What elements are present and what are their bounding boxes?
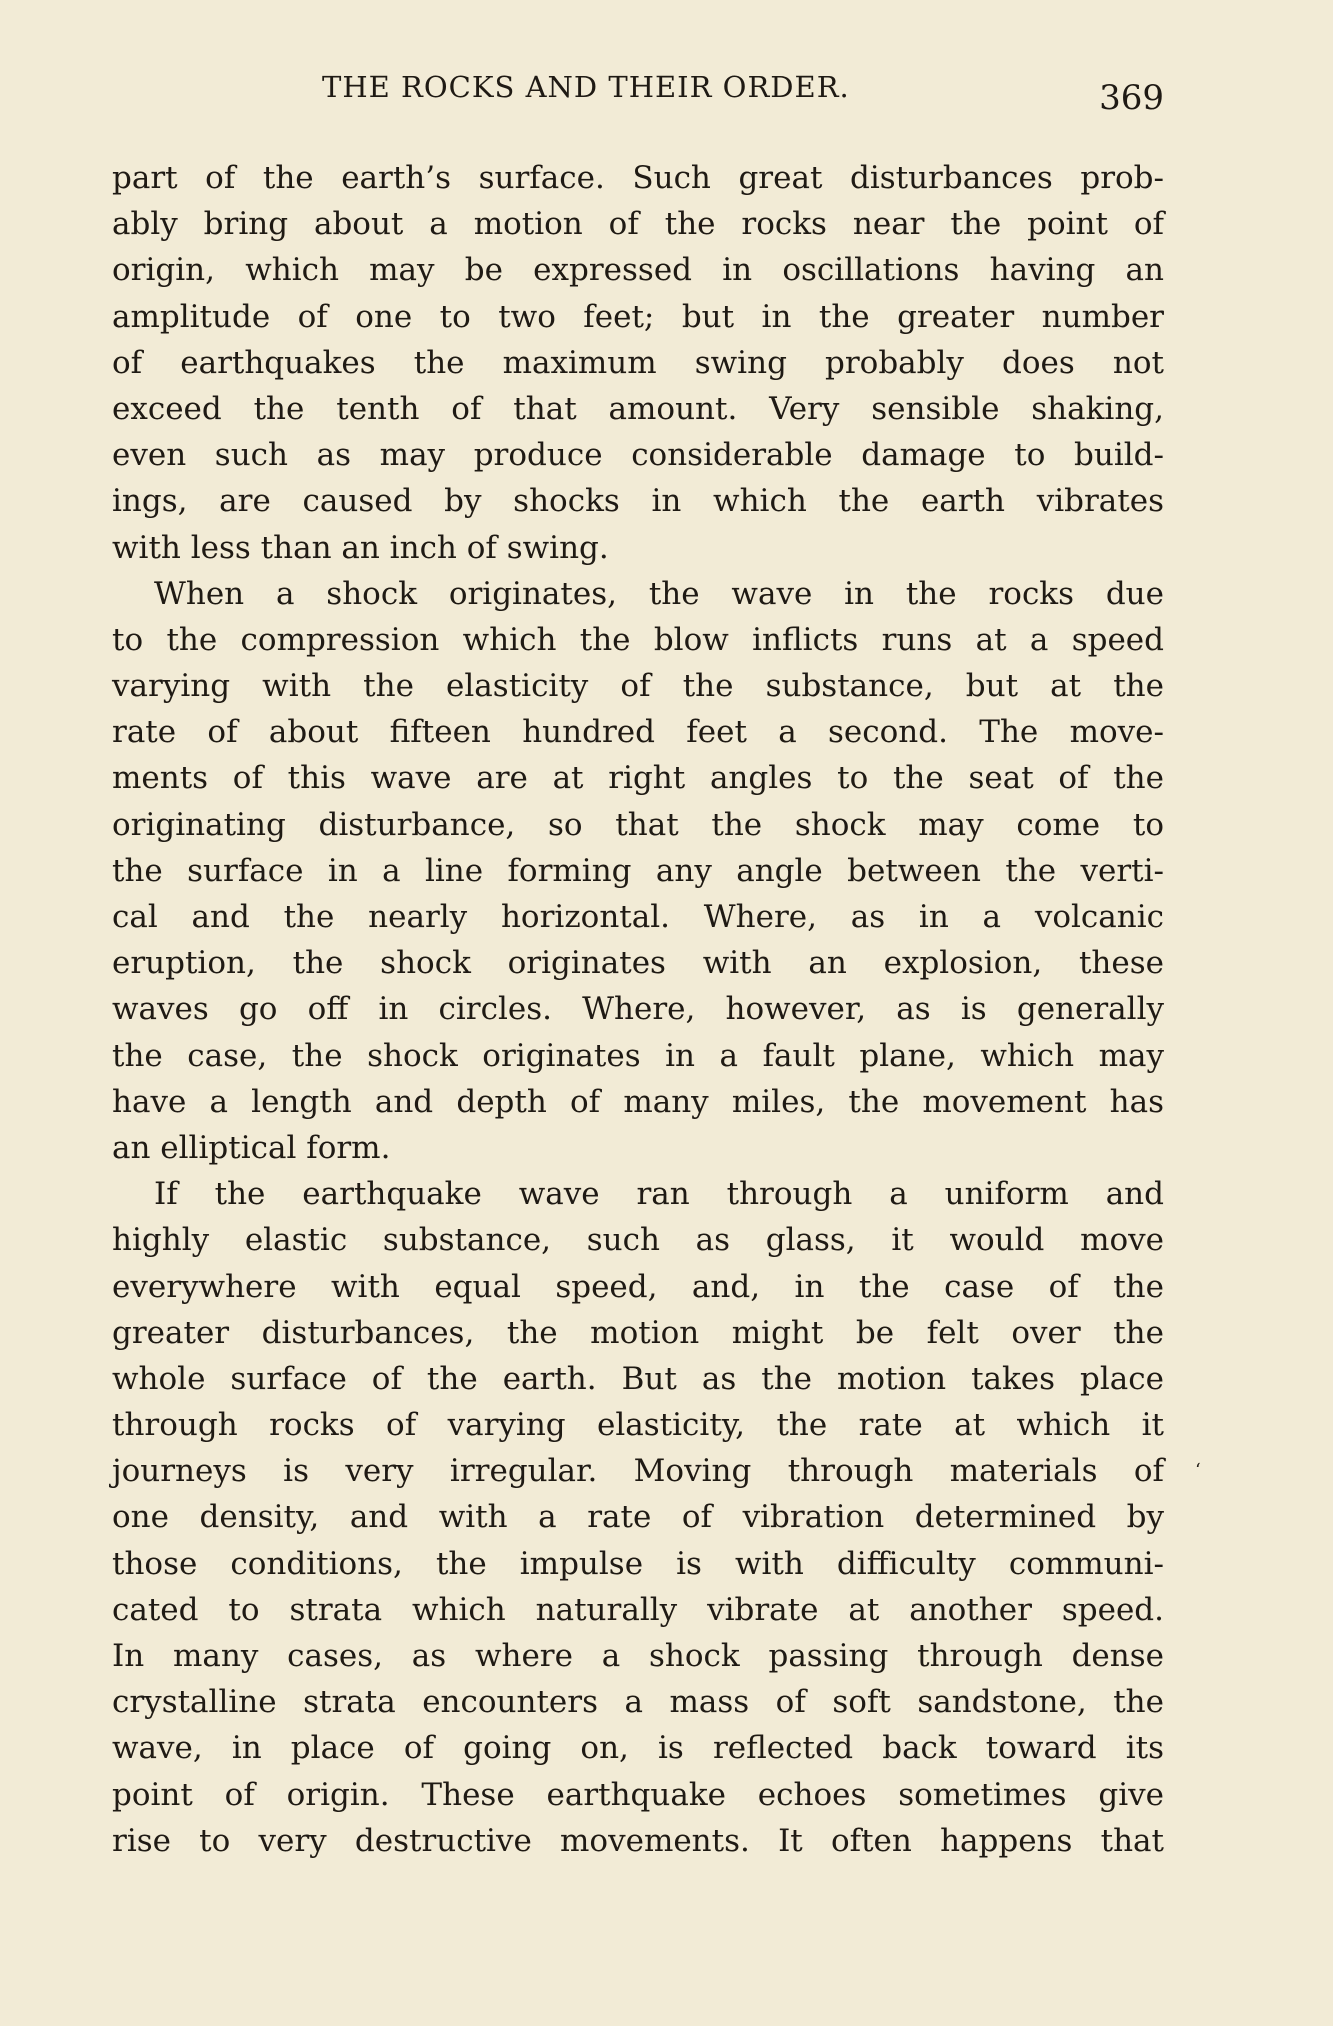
page-header [112, 70, 1164, 120]
text-line: part of the earth’s surface. Such great disturbances prob- [112, 160, 1164, 196]
text-line: even such as may produce considerable damage to build- [112, 437, 1164, 474]
text-line: those conditions, the impulse is with difficulty communi- [112, 1545, 1164, 1582]
text-line: ings, are caused by shocks in which the earth vibrates [112, 483, 1164, 520]
text-line: one density, and with a rate of vibration determined by [112, 1499, 1164, 1536]
text-line: exceed the tenth of that amount. Very sensible shaking, [112, 390, 1164, 427]
text-line: amplitude of one to two feet; but in the greater number [112, 298, 1164, 335]
text-line: to the compression which the blow inflicts runs at a speed [112, 621, 1164, 658]
text-line: wave, in place of going on, is reflected back toward its [112, 1730, 1164, 1767]
page-number: 369 [1099, 78, 1164, 118]
text-line: cated to strata which naturally vibrate at another speed. [112, 1591, 1164, 1628]
text-line: point of origin. These earthquake echoes sometimes give [112, 1776, 1164, 1813]
text-line: eruption, the shock originates with an explosion, these [112, 945, 1164, 982]
text-line: whole surface of the earth. But as the motion takes place [112, 1360, 1164, 1397]
text-line: the case, the shock originates in a fault plane, which may [112, 1037, 1164, 1074]
text-line: highly elastic substance, such as glass, it would move [112, 1222, 1164, 1259]
text-line: journeys is very irregular. Moving through materials of [112, 1453, 1164, 1490]
text-line: with less than an inch of swing. [112, 529, 609, 566]
text-line: everywhere with equal speed, and, in the case of the [112, 1268, 1164, 1305]
text-line: rate of about fifteen hundred feet a second. The move- [112, 714, 1164, 751]
text-line: origin, which may be expressed in oscillations having an [112, 252, 1164, 289]
text-line: greater disturbances, the motion might be felt over the [112, 1314, 1164, 1351]
text-line: cal and the nearly horizontal. Where, as in a volcanic [112, 899, 1164, 935]
text-line: rise to very destructive movements. It often happens that [112, 1822, 1164, 1859]
text-line: When a shock originates, the wave in the rocks due [154, 575, 1164, 612]
text-line: crystalline strata encounters a mass of soft sandstone, the [112, 1684, 1164, 1721]
text-line: ably bring about a motion of the rocks near the point of [112, 206, 1164, 243]
text-line: have a length and depth of many miles, the movement has [112, 1083, 1164, 1120]
text-line: If the earthquake wave ran through a uniform and [154, 1176, 1164, 1213]
text-line: ments of this wave are at right angles to the seat of the [112, 760, 1164, 797]
text-line: waves go off in circles. Where, however, as is generally [112, 991, 1164, 1028]
text-line: of earthquakes the maximum swing probably does not [112, 344, 1164, 381]
text-line: through rocks of varying elasticity, the rate at which it [112, 1407, 1164, 1444]
margin-mark: ʻ [1195, 1460, 1201, 1481]
text-line: originating disturbance, so that the shock may come to [112, 806, 1164, 843]
running-title: THE ROCKS AND THEIR ORDER. [322, 70, 850, 104]
body-text [112, 155, 1164, 1864]
text-line: varying with the elasticity of the substance, but at the [112, 668, 1164, 705]
text-line: the surface in a line forming any angle between the verti- [112, 852, 1164, 889]
text-line: an elliptical form. [112, 1129, 391, 1166]
text-line: In many cases, as where a shock passing through dense [112, 1638, 1164, 1674]
